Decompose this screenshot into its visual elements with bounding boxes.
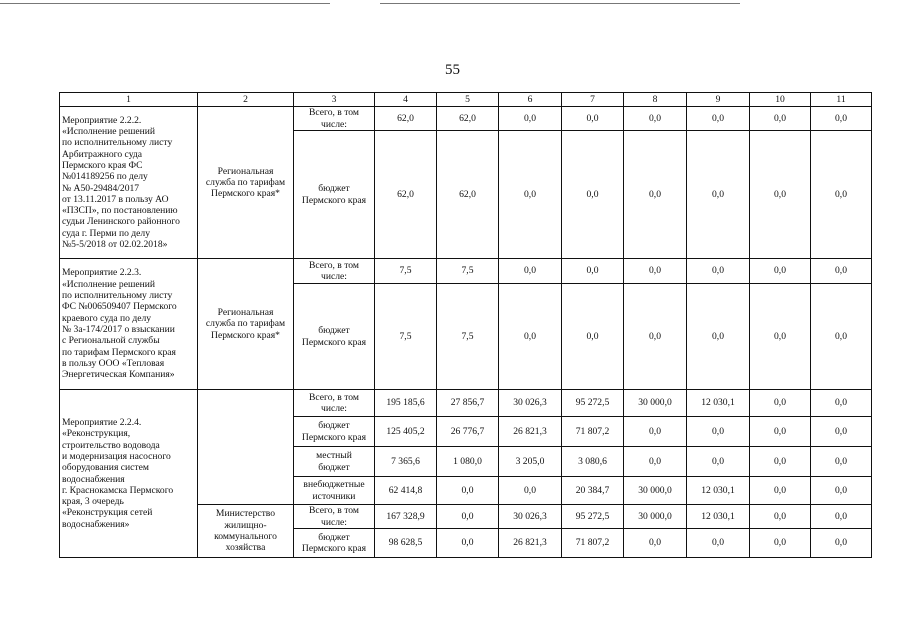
amount-cell: 0,0 (687, 529, 750, 558)
activity-cell (60, 390, 198, 558)
amount-cell: 0,0 (624, 107, 687, 131)
funding-source-line: бюджет (318, 461, 350, 473)
amount-cell: 12 030,1 (687, 505, 750, 529)
activity-text-line: от 13.11.2017 в пользу АО (62, 193, 169, 205)
funding-source-line: числе: (321, 403, 347, 414)
activity-text-line: № А50-29484/2017 (62, 182, 140, 194)
activity-text-line: и модернизация насосного (62, 450, 171, 462)
amount-cell: 0,0 (811, 505, 872, 529)
amount-cell: 0,0 (562, 259, 624, 284)
amount-cell: 0,0 (811, 107, 872, 131)
activity-text-line: «Реконструкция сетей (62, 507, 153, 519)
amount-cell: 3 205,0 (499, 447, 562, 477)
activity-text-line: по исполнительному листу (62, 290, 173, 302)
activity-text-line: по исполнительному листу (62, 137, 173, 149)
amount-cell: 0,0 (750, 505, 811, 529)
amount-cell: 0,0 (562, 107, 624, 131)
amount-cell: 0,0 (437, 505, 499, 529)
amount-cell: 0,0 (811, 447, 872, 477)
activity-text-line: № 3а-174/2017 о взыскании (62, 324, 175, 335)
column-number-cell: 1 (60, 93, 198, 107)
responsible-text-line: Министерство (215, 508, 276, 520)
amount-cell: 0,0 (562, 284, 624, 390)
financing-table (59, 92, 872, 558)
amount-cell: 0,0 (750, 284, 811, 390)
activity-text-line: №014189256 по делу (62, 171, 148, 183)
activity-text-line: «Реконструкция, (62, 428, 131, 440)
amount-cell: 0,0 (624, 284, 687, 390)
responsible-text-line: Региональная (217, 307, 274, 319)
funding-source-line: Всего, в том (308, 505, 359, 517)
amount-cell: 7,5 (375, 259, 437, 284)
funding-source-cell (294, 131, 375, 259)
amount-cell: 12 030,1 (687, 477, 750, 505)
column-number-cell: 11 (811, 93, 872, 107)
amount-cell: 0,0 (499, 284, 562, 390)
activity-text-line: Мероприятие 2.2.2. (62, 114, 142, 126)
column-number-cell: 8 (624, 93, 687, 107)
responsible-text-line: жилищно- (224, 519, 267, 531)
responsible-cell (198, 259, 294, 390)
amount-cell: 7,5 (437, 259, 499, 284)
amount-cell: 0,0 (499, 259, 562, 284)
amount-cell: 26 821,3 (499, 529, 562, 558)
amount-cell: 0,0 (687, 259, 750, 284)
amount-cell: 95 272,5 (562, 505, 624, 529)
activity-text-line: водоснабжения» (62, 518, 130, 530)
amount-cell: 0,0 (687, 447, 750, 477)
amount-cell: 0,0 (811, 131, 872, 259)
activity-text-line: Пермского края ФС (62, 159, 143, 171)
column-number-cell: 7 (562, 93, 624, 107)
activity-text-line: Мероприятие 2.2.3. (62, 267, 142, 279)
funding-source-line: источники (312, 490, 356, 502)
amount-cell: 0,0 (624, 417, 687, 447)
amount-cell: 0,0 (811, 390, 872, 417)
amount-cell: 0,0 (811, 529, 872, 558)
amount-cell: 98 628,5 (375, 529, 437, 558)
funding-source-cell (294, 417, 375, 447)
responsible-text-line: хозяйства (225, 542, 266, 554)
activity-text-line: Энергетическая Компания» (62, 369, 175, 381)
column-number-cell: 5 (437, 93, 499, 107)
activity-cell (60, 259, 198, 390)
scan-top-edge-line (0, 3, 330, 4)
funding-source-cell (294, 529, 375, 558)
amount-cell: 0,0 (687, 417, 750, 447)
column-number-row (60, 93, 872, 107)
activity-text-line: суда г. Перми по делу (62, 227, 151, 239)
amount-cell: 26 776,7 (437, 417, 499, 447)
activity-text-line: по тарифам Пермского края (62, 346, 176, 358)
funding-source-line: числе: (321, 118, 347, 130)
amount-cell: 30 000,0 (624, 390, 687, 417)
amount-cell: 0,0 (811, 284, 872, 390)
amount-cell: 0,0 (562, 131, 624, 259)
column-number-cell: 6 (499, 93, 562, 107)
table-row (60, 390, 872, 417)
funding-source-cell (294, 505, 375, 529)
responsible-text-line: коммунального (214, 531, 277, 542)
funding-source-line: внебюджетные (303, 479, 365, 491)
column-number-cell: 2 (198, 93, 294, 107)
responsible-cell (198, 390, 294, 505)
funding-source-cell (294, 390, 375, 417)
activity-text-line: «Исполнение решений (62, 125, 155, 137)
column-number-cell: 10 (750, 93, 811, 107)
amount-cell: 0,0 (750, 447, 811, 477)
amount-cell: 71 807,2 (562, 417, 624, 447)
amount-cell: 0,0 (750, 259, 811, 284)
funding-source-line: местный (316, 450, 352, 462)
activity-cell (60, 107, 198, 259)
amount-cell: 30 026,3 (499, 505, 562, 529)
amount-cell: 0,0 (499, 107, 562, 131)
amount-cell: 20 384,7 (562, 477, 624, 505)
amount-cell: 0,0 (750, 131, 811, 259)
amount-cell: 62,0 (375, 131, 437, 259)
activity-text-line: судьи Ленинского районного (62, 216, 180, 228)
amount-cell: 0,0 (687, 284, 750, 390)
activity-text-line: оборудования систем (62, 462, 149, 474)
funding-source-line: бюджет (318, 420, 350, 432)
funding-source-line: числе: (321, 271, 347, 282)
amount-cell: 0,0 (750, 390, 811, 417)
activity-text-line: «Исполнение решений (62, 278, 155, 290)
responsible-text-line: Пермского края* (211, 329, 280, 341)
activity-text-line: края, 3 очередь (62, 496, 124, 508)
amount-cell: 7,5 (437, 284, 499, 390)
column-number-cell: 3 (294, 93, 375, 107)
responsible-text-line: Региональная (217, 165, 274, 177)
amount-cell: 27 856,7 (437, 390, 499, 417)
responsible-text-line: служба по тарифам (205, 176, 286, 188)
funding-source-line: Всего, в том (308, 107, 359, 119)
funding-source-cell (294, 259, 375, 284)
table-row (60, 107, 872, 131)
amount-cell: 0,0 (624, 259, 687, 284)
amount-cell: 195 185,6 (375, 390, 437, 417)
amount-cell: 0,0 (437, 477, 499, 505)
amount-cell: 0,0 (624, 447, 687, 477)
funding-source-line: бюджет (318, 183, 350, 195)
activity-text-line: строительство водовода (62, 439, 160, 451)
amount-cell: 0,0 (624, 131, 687, 259)
activity-text-line: с Региональной службы (62, 335, 160, 347)
activity-text-line: водоснабжения (62, 473, 125, 485)
funding-source-line: бюджет (318, 325, 350, 337)
amount-cell: 0,0 (687, 107, 750, 131)
amount-cell: 62,0 (437, 107, 499, 131)
activity-text-line: №5-5/2018 от 02.02.2018» (62, 239, 168, 251)
column-number-cell: 9 (687, 93, 750, 107)
amount-cell: 95 272,5 (562, 390, 624, 417)
amount-cell: 62 414,8 (375, 477, 437, 505)
responsible-text-line: служба по тарифам (205, 318, 286, 330)
amount-cell: 26 821,3 (499, 417, 562, 447)
amount-cell: 62,0 (375, 107, 437, 131)
funding-source-line: Всего, в том (308, 391, 359, 403)
responsible-cell (198, 505, 294, 558)
amount-cell: 30 000,0 (624, 505, 687, 529)
amount-cell: 62,0 (437, 131, 499, 259)
activity-text-line: краевого суда по делу (62, 312, 152, 324)
activity-text-line: в пользу ООО «Тепловая (62, 357, 165, 369)
amount-cell: 30 026,3 (499, 390, 562, 417)
amount-cell: 0,0 (624, 529, 687, 558)
funding-source-line: Всего, в том (308, 259, 359, 271)
activity-text-line: ФС №006509407 Пермского (62, 301, 177, 313)
funding-source-cell (294, 477, 375, 505)
funding-source-cell (294, 284, 375, 390)
amount-cell: 0,0 (750, 529, 811, 558)
scan-top-edge-line (380, 3, 740, 4)
funding-source-line: Пермского края (301, 194, 367, 206)
amount-cell: 3 080,6 (562, 447, 624, 477)
amount-cell: 125 405,2 (375, 417, 437, 447)
funding-source-cell (294, 447, 375, 477)
amount-cell: 30 000,0 (624, 477, 687, 505)
amount-cell: 0,0 (750, 477, 811, 505)
amount-cell: 0,0 (750, 417, 811, 447)
amount-cell: 12 030,1 (687, 390, 750, 417)
page-number: 55 (445, 62, 460, 78)
responsible-text-line: Пермского края* (211, 188, 280, 200)
funding-source-line: Пермского края (301, 336, 367, 348)
table-row (60, 259, 872, 284)
amount-cell: 7 365,6 (375, 447, 437, 477)
amount-cell: 7,5 (375, 284, 437, 390)
column-number-cell: 4 (375, 93, 437, 107)
amount-cell: 0,0 (811, 417, 872, 447)
amount-cell: 0,0 (499, 131, 562, 259)
responsible-cell (198, 107, 294, 259)
activity-text-line: Арбитражного суда (62, 148, 143, 160)
activity-text-line: Мероприятие 2.2.4. (62, 416, 142, 428)
amount-cell: 0,0 (750, 107, 811, 131)
funding-source-cell (294, 107, 375, 131)
activity-text-line: «ПЗСП», по постановлению (62, 205, 178, 217)
amount-cell: 0,0 (437, 529, 499, 558)
amount-cell: 0,0 (499, 477, 562, 505)
amount-cell: 1 080,0 (437, 447, 499, 477)
funding-source-line: Пермского края (301, 431, 367, 443)
amount-cell: 167 328,9 (375, 505, 437, 529)
amount-cell: 0,0 (811, 477, 872, 505)
amount-cell: 71 807,2 (562, 529, 624, 558)
funding-source-line: числе: (321, 516, 347, 528)
activity-text-line: г. Краснокамска Пермского (62, 484, 174, 496)
funding-source-line: бюджет (318, 531, 350, 543)
funding-source-line: Пермского края (301, 543, 367, 554)
amount-cell: 0,0 (811, 259, 872, 284)
amount-cell: 0,0 (687, 131, 750, 259)
